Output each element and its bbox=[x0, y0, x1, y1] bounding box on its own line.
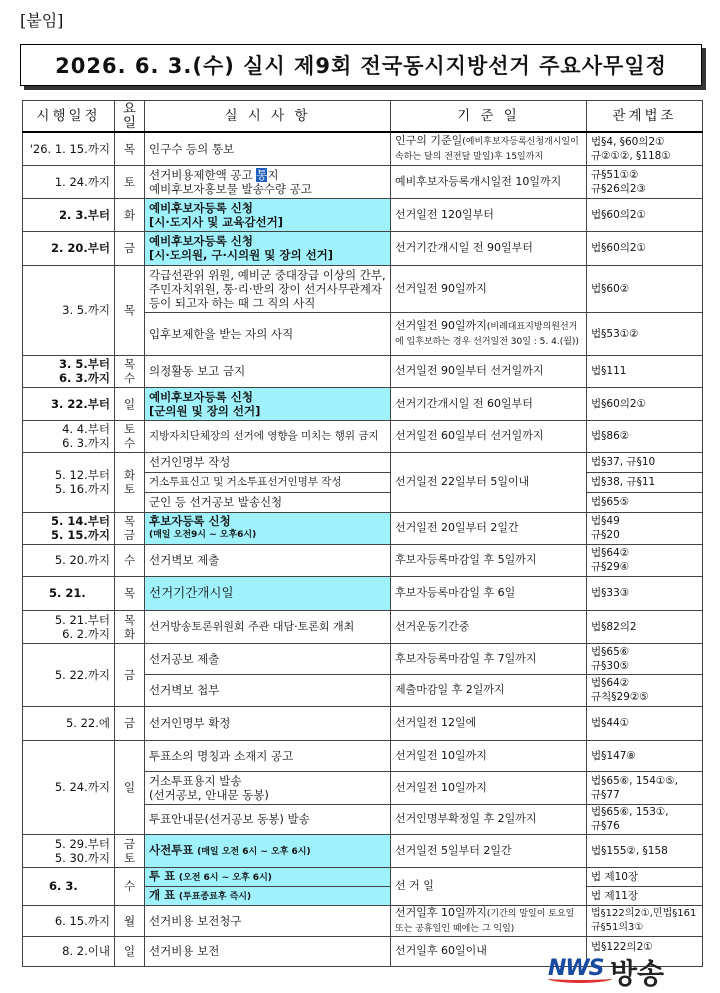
table-row bbox=[23, 834, 703, 867]
task-cell bbox=[145, 198, 391, 231]
date-line: 4. 4.부터 bbox=[62, 422, 110, 436]
table-row bbox=[23, 265, 703, 312]
basis-note: (기간의 말일이 토요일 또는 공휴일인 때에는 그 익일) bbox=[395, 908, 575, 934]
task-cell bbox=[145, 834, 391, 867]
task-cell: 선거방송토론위원회 주관 대담·토론회 개최 bbox=[145, 610, 391, 643]
task-cell: 선거인명부 확정 bbox=[145, 706, 391, 740]
header-row bbox=[23, 101, 703, 133]
table-row bbox=[23, 420, 703, 452]
task-cell: 각급선관위 위원, 예비군 중대장급 이상의 간부, 주민자치위원, 통·리·반의 장이 선거사무관계자 등이 되고자 하는 때 그 직의 사직 bbox=[145, 265, 391, 312]
date-line: 3. 5.부터 bbox=[59, 357, 110, 371]
law-cell: 법§53①② bbox=[587, 312, 703, 355]
day-cell: 수 bbox=[115, 867, 145, 905]
basis-cell: 선거인명부확정일 후 2일까지 bbox=[391, 804, 587, 834]
date-line: 5. 30.까지 bbox=[54, 850, 110, 865]
basis-cell bbox=[391, 312, 587, 355]
day-line: 수 bbox=[123, 371, 136, 385]
date-line: 5. 15.까지 bbox=[51, 528, 110, 542]
task-cell: 선거벽보 첩부 bbox=[145, 674, 391, 706]
day-line: 금 bbox=[123, 528, 136, 542]
basis-cell: 선 거 일 bbox=[391, 867, 587, 905]
basis-cell: 예비후보자등록개시일전 10일까지 bbox=[391, 165, 587, 198]
task-cell bbox=[145, 231, 391, 265]
law-cell: 법 제10장 bbox=[587, 867, 703, 886]
day-line: 토 bbox=[123, 482, 136, 496]
date-line: 5. 16.까지 bbox=[54, 482, 110, 496]
law-line: 규칙§29②⑤ bbox=[591, 691, 649, 703]
day-cell: 토 bbox=[115, 165, 145, 198]
date-cell: 2. 3.부터 bbox=[23, 198, 115, 231]
law-cell: 법§60의2① bbox=[587, 198, 703, 231]
header-law: 관계법조 bbox=[587, 101, 703, 133]
law-line: 법§65⑥, 153①, bbox=[591, 806, 669, 818]
law-cell: 법§82의2 bbox=[587, 610, 703, 643]
basis-cell: 후보자등록마감일 후 6일 bbox=[391, 576, 587, 610]
table-row bbox=[23, 610, 703, 643]
basis-cell: 선거운동기간중 bbox=[391, 610, 587, 643]
date-cell: 3. 5.까지 bbox=[23, 265, 115, 355]
law-line: 규§51①② bbox=[591, 168, 639, 181]
schedule-table bbox=[22, 100, 703, 967]
law-line: 법§65⑥ bbox=[591, 645, 630, 658]
basis-note: (비례대표지방의원선거에 입후보하는 경우 선거일전 30일 : 5. 4.(월)) bbox=[395, 321, 579, 347]
header-basis: 기 준 일 bbox=[391, 101, 587, 133]
law-cell bbox=[587, 674, 703, 706]
date-line: 6. 3.까지 bbox=[59, 371, 110, 385]
law-line: 규§29④ bbox=[591, 561, 630, 573]
date-cell bbox=[23, 610, 115, 643]
basis-cell: 선거기간개시일 전 90일부터 bbox=[391, 231, 587, 265]
law-line: 법§64② bbox=[591, 547, 630, 559]
day-cell: 수 bbox=[115, 544, 145, 576]
task-cell: 선거기간개시일 bbox=[145, 576, 391, 610]
task-cell: 의정활동 보고 금지 bbox=[145, 355, 391, 387]
law-cell: 법§33③ bbox=[587, 576, 703, 610]
day-line: 목 bbox=[123, 514, 136, 528]
task-cell bbox=[145, 165, 391, 198]
table-row bbox=[23, 905, 703, 936]
day-line: 화 bbox=[123, 468, 136, 482]
law-cell bbox=[587, 544, 703, 576]
task-cell bbox=[145, 387, 391, 420]
task-cell: 선거비용 보전 bbox=[145, 936, 391, 966]
date-cell: 6. 3. bbox=[23, 867, 115, 905]
table-row bbox=[23, 544, 703, 576]
table-row bbox=[23, 355, 703, 387]
law-cell: 법§147⑧ bbox=[587, 740, 703, 771]
law-line: 법§64② bbox=[591, 677, 630, 689]
task-cell: 지방자치단체장의 선거에 영향을 미치는 행위 금지 bbox=[145, 420, 391, 452]
law-cell: 법 제11장 bbox=[587, 886, 703, 905]
task-cell: 선거비용 보전청구 bbox=[145, 905, 391, 936]
date-line: 5. 14.부터 bbox=[51, 514, 110, 528]
task-line: (선거공보, 안내문 동봉) bbox=[149, 787, 269, 802]
day-cell: 일 bbox=[115, 936, 145, 966]
date-cell: 5. 24.까지 bbox=[23, 740, 115, 834]
law-line: 법§65⑥, 154①⑤, bbox=[591, 774, 679, 787]
basis-cell: 선거일전 10일까지 bbox=[391, 771, 587, 804]
date-line: 5. 29.부터 bbox=[54, 836, 110, 851]
date-cell bbox=[23, 420, 115, 452]
task-cell: 투표소의 명칭과 소재지 공고 bbox=[145, 740, 391, 771]
basis-cell: 선거일전 60일부터 선거일까지 bbox=[391, 420, 587, 452]
logo-swoosh-icon bbox=[548, 974, 612, 983]
law-cell: 법§111 bbox=[587, 355, 703, 387]
table-row bbox=[23, 740, 703, 771]
date-line: 6. 3.까지 bbox=[62, 436, 110, 450]
day-cell: 일 bbox=[115, 387, 145, 420]
header-day: 요일 bbox=[115, 101, 145, 133]
basis-cell: 선거일전 22일부터 5일이내 bbox=[391, 452, 587, 512]
law-line: 규§26의2③ bbox=[591, 182, 646, 195]
basis-cell: 선거일전 90일부터 선거일까지 bbox=[391, 355, 587, 387]
logo-broadcast-text: 방송 bbox=[610, 957, 665, 990]
table-row bbox=[23, 576, 703, 610]
law-cell: 법§65⑤ bbox=[587, 492, 703, 512]
date-cell bbox=[23, 452, 115, 512]
task-text: 투 표 bbox=[149, 868, 176, 883]
day-cell: 목 bbox=[115, 132, 145, 165]
law-line: 법§4, §60의2① bbox=[591, 135, 665, 148]
law-line: 법§49 bbox=[591, 515, 620, 527]
date-cell: '26. 1. 15.까지 bbox=[23, 132, 115, 165]
date-cell bbox=[23, 355, 115, 387]
law-cell bbox=[587, 771, 703, 804]
law-cell: 법§86② bbox=[587, 420, 703, 452]
header-date: 시행일정 bbox=[23, 101, 115, 133]
basis-cell: 선거기간개시일 전 60일부터 bbox=[391, 387, 587, 420]
law-cell: 법§37, 규§10 bbox=[587, 452, 703, 472]
task-text: 지 bbox=[267, 167, 279, 182]
task-cell: 선거인명부 작성 bbox=[145, 452, 391, 472]
task-text: 사전투표 bbox=[149, 842, 194, 857]
table-row bbox=[23, 512, 703, 544]
basis-cell: 선거일전 10일까지 bbox=[391, 740, 587, 771]
day-cell: 금 bbox=[115, 643, 145, 706]
task-cell bbox=[145, 867, 391, 886]
basis-cell bbox=[391, 132, 587, 165]
table-row bbox=[23, 452, 703, 472]
task-cell bbox=[145, 886, 391, 905]
day-cell: 화 bbox=[115, 198, 145, 231]
basis-cell: 선거일전 5일부터 2일간 bbox=[391, 834, 587, 867]
task-line: 예비후보자홍보물 발송수량 공고 bbox=[149, 181, 312, 196]
day-cell bbox=[115, 355, 145, 387]
day-cell: 월 bbox=[115, 905, 145, 936]
date-cell: 6. 15.까지 bbox=[23, 905, 115, 936]
law-cell: 법§60② bbox=[587, 265, 703, 312]
date-cell: 8. 2.이내 bbox=[23, 936, 115, 966]
day-cell: 목 bbox=[115, 265, 145, 355]
law-cell: 법§38, 규§11 bbox=[587, 472, 703, 492]
law-line: 규§30⑤ bbox=[591, 659, 630, 672]
table-row bbox=[23, 706, 703, 740]
date-cell: 5. 22.에 bbox=[23, 706, 115, 740]
page-title bbox=[20, 44, 702, 86]
day-line: 화 bbox=[123, 626, 136, 641]
task-note: (오전 6시 ~ 오후 6시) bbox=[178, 872, 272, 883]
day-line: 금 bbox=[123, 836, 136, 851]
basis-cell: 선거일전 20일부터 2일간 bbox=[391, 512, 587, 544]
attachment-label: [붙임] bbox=[20, 11, 64, 30]
date-cell: 3. 22.부터 bbox=[23, 387, 115, 420]
basis-cell: 후보자등록마감일 후 7일까지 bbox=[391, 643, 587, 674]
date-cell: 2. 20.부터 bbox=[23, 231, 115, 265]
day-cell: 일 bbox=[115, 740, 145, 834]
task-line: 예비후보자등록 신청 bbox=[149, 200, 253, 215]
title-text: 2026. 6. 3.(수) 실시 제9회 전국동시지방선거 주요사무일정 bbox=[55, 54, 667, 78]
law-line: 규§51의3① bbox=[591, 921, 644, 933]
day-cell bbox=[115, 512, 145, 544]
basis-cell bbox=[391, 905, 587, 936]
task-cell bbox=[145, 512, 391, 544]
task-line: [군의원 및 장의 선거] bbox=[149, 403, 261, 418]
day-cell bbox=[115, 452, 145, 512]
law-cell bbox=[587, 643, 703, 674]
task-line: 후보자등록 신청 bbox=[149, 514, 231, 528]
law-cell: 법§155②, §158 bbox=[587, 834, 703, 867]
table-row bbox=[23, 132, 703, 165]
header-task: 실 시 사 항 bbox=[145, 101, 391, 133]
table-row bbox=[23, 198, 703, 231]
task-cell: 거소투표신고 및 거소투표선거인명부 작성 bbox=[145, 472, 391, 492]
date-line: 5. 12.부터 bbox=[54, 468, 110, 482]
law-cell: 법§44① bbox=[587, 706, 703, 740]
task-text: 선거비용제한액 공고 bbox=[149, 167, 253, 182]
basis-cell: 선거일후 60일이내 bbox=[391, 936, 587, 966]
basis-cell: 제출마감일 후 2일까지 bbox=[391, 674, 587, 706]
task-cell: 선거벽보 제출 bbox=[145, 544, 391, 576]
day-cell bbox=[115, 420, 145, 452]
date-cell: 5. 22.까지 bbox=[23, 643, 115, 706]
day-cell: 금 bbox=[115, 231, 145, 265]
logo-nws-text: NWS bbox=[548, 956, 604, 981]
day-cell bbox=[115, 834, 145, 867]
basis-cell: 후보자등록마감일 후 5일까지 bbox=[391, 544, 587, 576]
task-line: [시·도의원, 구·시의원 및 장의 선거] bbox=[149, 248, 334, 262]
date-line: 6. 2.까지 bbox=[62, 626, 110, 641]
table-row bbox=[23, 231, 703, 265]
task-line: 거소투표용지 발송 bbox=[149, 773, 242, 788]
task-cell: 인구수 등의 통보 bbox=[145, 132, 391, 165]
date-line: 5. 21.부터 bbox=[54, 612, 110, 627]
task-note: (매일 오전 6시 ~ 오후 6시) bbox=[197, 846, 311, 857]
task-line: 예비후보자등록 신청 bbox=[149, 389, 253, 404]
day-cell: 목 bbox=[115, 576, 145, 610]
day-line: 토 bbox=[123, 850, 136, 865]
nws-broadcast-logo bbox=[548, 952, 698, 990]
law-cell bbox=[587, 132, 703, 165]
task-cell: 군인 등 선거공보 발송신청 bbox=[145, 492, 391, 512]
basis-main: 인구의 기준일 bbox=[395, 133, 463, 147]
task-cell: 입후보제한을 받는 자의 사직 bbox=[145, 312, 391, 355]
table-row bbox=[23, 165, 703, 198]
table-row bbox=[23, 643, 703, 674]
law-cell: 법§60의2① bbox=[587, 231, 703, 265]
task-note: (투표종료후 즉시) bbox=[178, 891, 252, 902]
law-line: 법§122의2①,민법§161 bbox=[591, 907, 697, 919]
date-cell bbox=[23, 512, 115, 544]
law-line: 규§20 bbox=[591, 529, 620, 541]
date-cell: 5. 21. bbox=[23, 576, 115, 610]
law-line: 규②①②, §118① bbox=[591, 149, 671, 162]
law-cell bbox=[587, 165, 703, 198]
task-cell: 선거공보 제출 bbox=[145, 643, 391, 674]
task-cell: 투표안내문(선거공보 동봉) 발송 bbox=[145, 804, 391, 834]
law-cell bbox=[587, 905, 703, 936]
date-cell bbox=[23, 834, 115, 867]
task-line: 예비후보자등록 신청 bbox=[149, 234, 253, 248]
day-line: 수 bbox=[123, 436, 136, 450]
day-line: 목 bbox=[123, 612, 136, 627]
basis-cell: 선거일전 120일부터 bbox=[391, 198, 587, 231]
day-cell: 금 bbox=[115, 706, 145, 740]
law-cell: 법§60의2① bbox=[587, 387, 703, 420]
date-cell: 5. 20.까지 bbox=[23, 544, 115, 576]
date-cell: 1. 24.까지 bbox=[23, 165, 115, 198]
law-cell bbox=[587, 804, 703, 834]
task-line bbox=[149, 168, 386, 182]
law-cell bbox=[587, 512, 703, 544]
basis-main: 선거일후 10일까지 bbox=[395, 905, 487, 919]
table-row bbox=[23, 387, 703, 420]
day-line: 토 bbox=[123, 422, 136, 436]
law-line: 규§77 bbox=[591, 788, 620, 801]
basis-cell: 선거일전 90일까지 bbox=[391, 265, 587, 312]
task-line: [시·도지사 및 교육감선거] bbox=[149, 214, 283, 229]
law-line: 규§76 bbox=[591, 820, 620, 832]
task-line: (매일 오전9시 ~ 오후6시) bbox=[149, 530, 257, 540]
basis-cell: 선거일전 12일에 bbox=[391, 706, 587, 740]
basis-note: (예비후보자등록신청개시일이 속하는 달의 전전달 말일)후 15일까지 bbox=[395, 136, 579, 162]
basis-main: 선거일전 90일까지 bbox=[395, 318, 487, 332]
table-row bbox=[23, 867, 703, 886]
task-cell bbox=[145, 771, 391, 804]
day-line: 목 bbox=[123, 357, 136, 371]
day-cell bbox=[115, 610, 145, 643]
task-text: 개 표 bbox=[149, 887, 176, 902]
text-selection-highlight: 통 bbox=[256, 167, 268, 182]
law-cell: 법§122의2① bbox=[587, 936, 703, 966]
